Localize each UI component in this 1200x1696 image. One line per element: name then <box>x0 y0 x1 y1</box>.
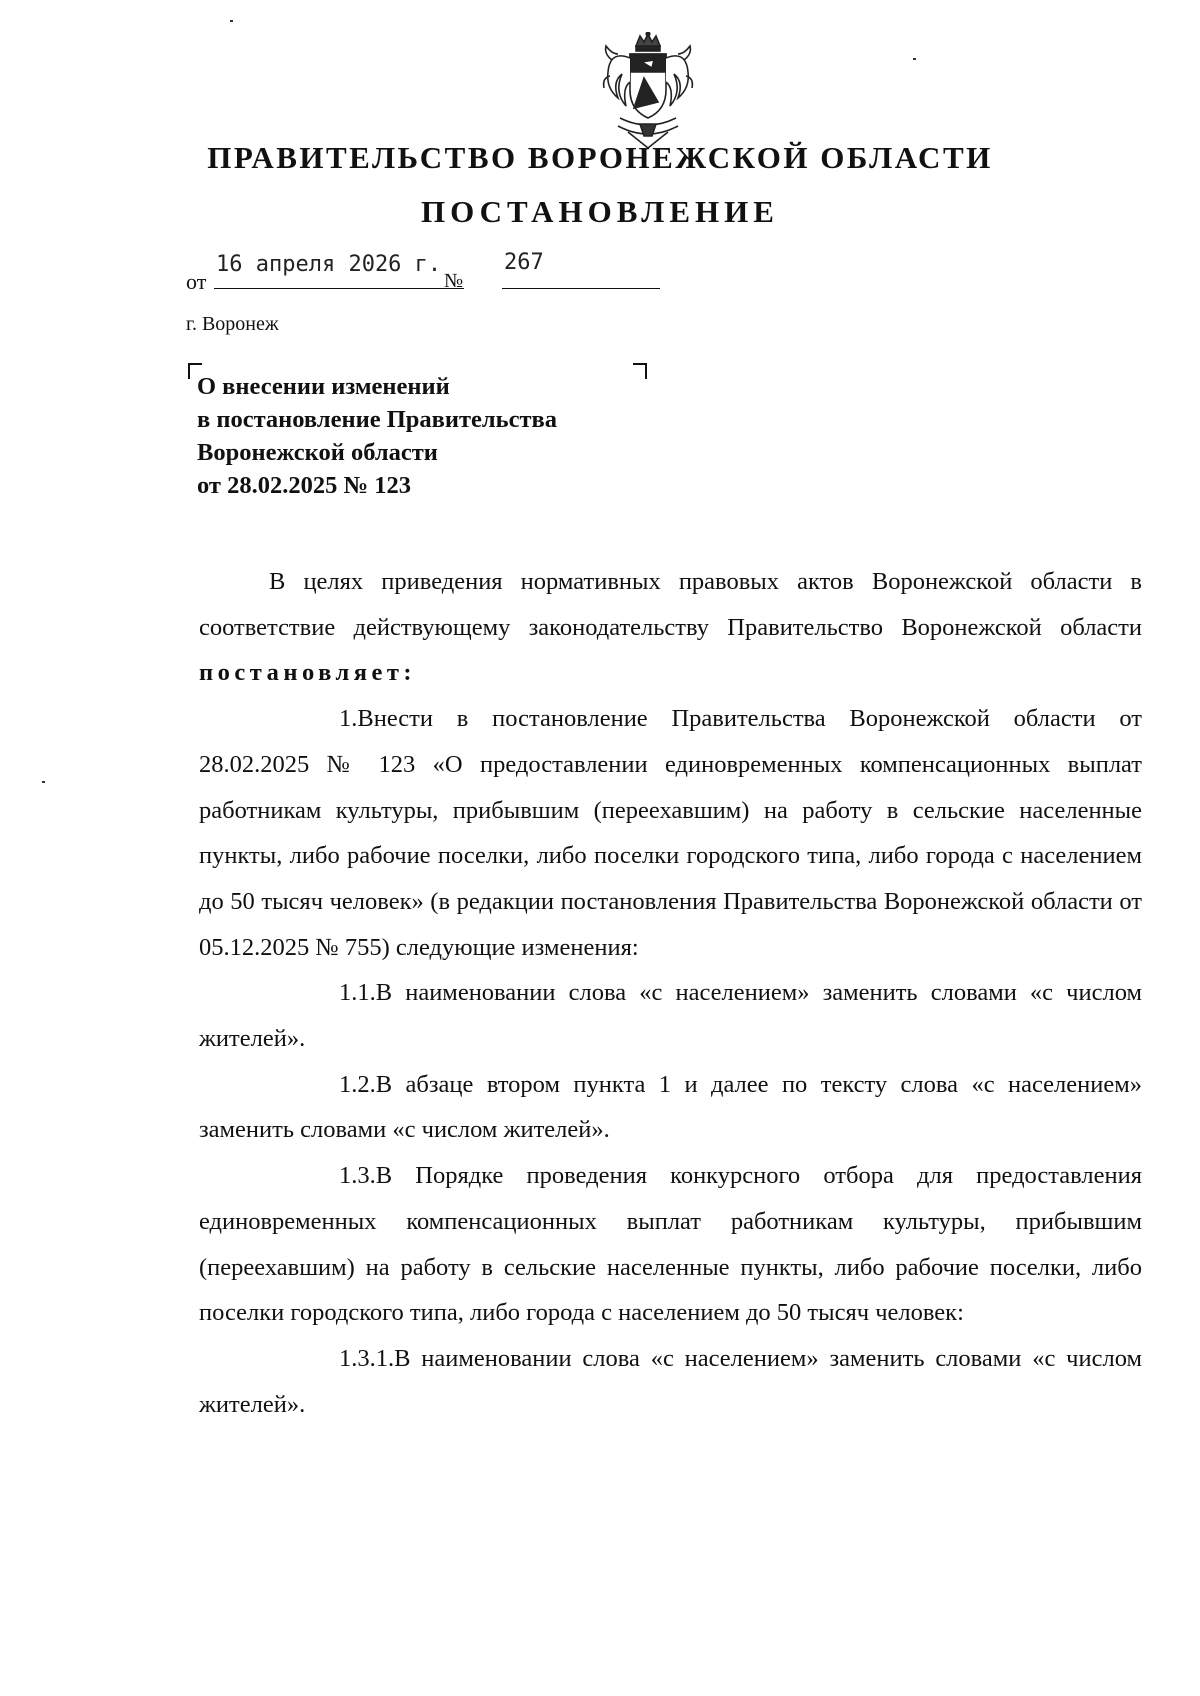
item-paragraph <box>199 1336 1142 1427</box>
item-text: Внести в постановление Правительства Воронежской области от 28.02.2025 № 123 «О предоставлении единовременных компенсационных выплат работникам культуры, прибывшим (переехавшим) на работу в сельские населенные пункты, либо рабочие поселки, либо поселки городского типа, либо города с населением до 50 тысяч человек» (в редакции постановления Правительства Воронежской области от 05.12.2025 № 755) следующие изменения: <box>199 705 1142 961</box>
date-prefix: от <box>186 269 207 294</box>
item-number: 1.2. <box>339 1070 376 1098</box>
coat-of-arms-icon <box>600 32 696 150</box>
scan-speck <box>913 58 916 60</box>
document-type: ПОСТАНОВЛЕНИЕ <box>421 194 779 229</box>
date-number-row <box>186 252 666 292</box>
document-body <box>199 559 1142 1427</box>
number-sign: № <box>444 270 464 292</box>
item-number: 1.1. <box>339 979 376 1007</box>
decree-colon: : <box>403 659 417 687</box>
item-paragraph <box>199 970 1142 1061</box>
subject-line: Воронежской области <box>197 439 438 466</box>
item-paragraph <box>199 696 1142 970</box>
preamble-paragraph <box>199 559 1142 696</box>
item-text: В наименовании слова «с населением» заменить словами «с числом жителей». <box>199 979 1142 1053</box>
document-subject <box>197 370 557 502</box>
subject-line: в постановление Правительства <box>197 406 557 433</box>
subject-line: от 28.02.2025 № 123 <box>197 472 411 499</box>
scan-speck <box>42 781 45 783</box>
item-number: 1.3.1. <box>339 1344 395 1372</box>
subject-corner-right <box>633 363 647 379</box>
subject-line: О внесении изменений <box>197 373 450 400</box>
item-text: В Порядке проведения конкурсного отбора для предоставления единовременных компенсационных выплат работникам культуры, прибывшим (переехавшим) на работу в сельские населенные пункты, либо рабочие поселки, либо поселки городского типа, либо города с населением до 50 тысяч человек: <box>199 1162 1142 1327</box>
document-date: 16 апреля 2026 г. <box>216 252 442 277</box>
organization-title: ПРАВИТЕЛЬСТВО ВОРОНЕЖСКОЙ ОБЛАСТИ <box>207 140 993 175</box>
decree-word: постановляет <box>199 659 404 687</box>
item-paragraph <box>199 1062 1142 1153</box>
item-text: В наименовании слова «с населением» заменить словами «с числом жителей». <box>199 1344 1142 1418</box>
scan-speck <box>230 20 233 22</box>
date-number-underline <box>214 288 660 289</box>
item-number: 1.3. <box>339 1162 376 1190</box>
item-text: В абзаце втором пункта 1 и далее по тексту слова «с населением» заменить словами «с числом жителей». <box>199 1070 1142 1144</box>
city: г. Воронеж <box>186 313 279 335</box>
preamble-text: В целях приведения нормативных правовых актов Воронежской области в соответствие действующему законодательству Правительство Воронежской области <box>199 568 1142 641</box>
item-paragraph <box>199 1153 1142 1336</box>
item-number: 1. <box>339 705 358 733</box>
document-number: 267 <box>504 250 544 275</box>
